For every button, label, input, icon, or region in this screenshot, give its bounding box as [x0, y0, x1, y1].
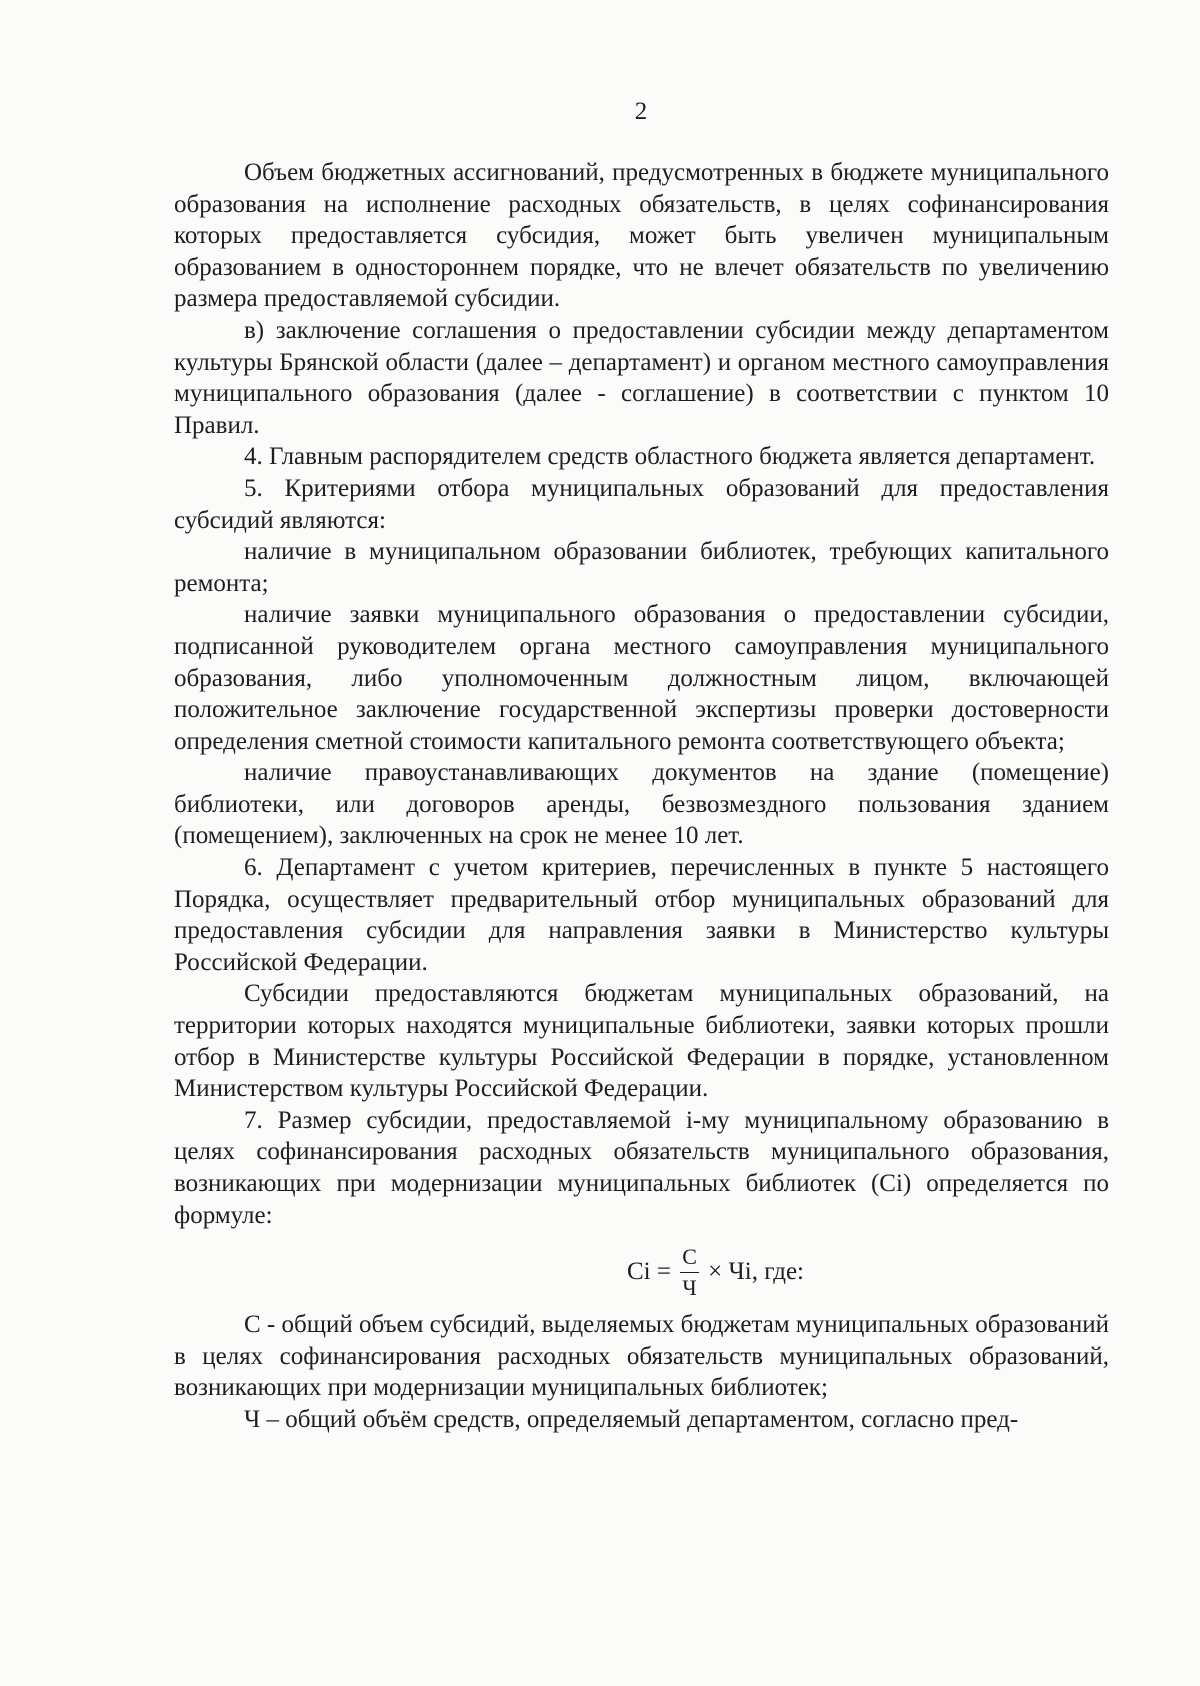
document-body	[174, 157, 1109, 1436]
formula-factor: Чi,	[728, 1258, 758, 1286]
paragraph-subsidies: Субсидии предоставляются бюджетам муниципальных образований, на территории которых находятся муниципальные библиотеки, заявки которых прошли отбор в Министерстве культуры Российской Федерации в порядке, установленном Министерством культуры Российской Федерации.	[174, 980, 1109, 1103]
formula-equals: =	[656, 1258, 671, 1286]
formula-times: ×	[708, 1258, 723, 1286]
formula-lhs: Ci	[626, 1258, 651, 1286]
fraction-bar	[680, 1272, 699, 1273]
paragraph-budget-allocations: Объем бюджетных ассигнований, предусмотренных в бюджете муниципального образования на исполнение расходных обязательств, в целях софинансирования которых предоставляется субсидия, может быть увеличен муниципальным образованием в одностороннем порядке, что не влечет обязательств по увеличению размера предоставляемой субсидии.	[174, 159, 1109, 313]
formula-suffix: где:	[764, 1258, 804, 1286]
paragraph-item-5: 5. Критериями отбора муниципальных образований для предоставления субсидий являются:	[174, 474, 1109, 534]
paragraph-item-6: 6. Департамент с учетом критериев, перечисленных в пункте 5 настоящего Порядка, осуществляет предварительный отбор муниципальных образований для предоставления субсидии для направления заявки в Министерство культуры Российской Федерации.	[174, 854, 1109, 976]
paragraph-criterion-libraries: наличие в муниципальном образовании библиотек, требующих капитального ремонта;	[174, 538, 1109, 597]
formula-fraction	[680, 1242, 699, 1303]
paragraph-criterion-documents: наличие правоустанавливающих документов на здание (помещение) библиотеки, или договоров аренды, безвозмездного пользования зданием (помещением), заключенных на срок не менее 10 лет.	[174, 759, 1109, 850]
paragraph-criterion-application: наличие заявки муниципального образования о предоставлении субсидии, подписанной руководителем органа местного самоуправления муниципального образования, либо уполномоченным должностным лицом, включающей положительное заключение государственной экспертизы проверки достоверности определения сметной стоимости капитального ремонта соответствующего объекта;	[174, 601, 1109, 755]
subsidy-formula	[174, 1235, 1109, 1307]
page-number: 2	[634, 98, 648, 125]
formula-denominator: Ч	[682, 1274, 697, 1300]
definition-c: С - общий объем субсидий, выделяемых бюджетам муниципальных образований в целях софинансирования расходных обязательств муниципальных образований, возникающих при модернизации муниципальных библиотек;	[174, 1311, 1110, 1402]
paragraph-agreement: в) заключение соглашения о предоставлении субсидии между департаментом культуры Брянской области (далее – департамент) и органом местного самоуправления муниципального образования (далее - соглашение) в соответствии с пунктом 10 Правил.	[174, 316, 1109, 439]
formula-numerator: С	[682, 1243, 697, 1269]
paragraph-item-4: 4. Главным распорядителем средств областного бюджета является департамент.	[244, 443, 1096, 471]
paragraph-item-7: 7. Размер субсидии, предоставляемой i-му муниципальному образованию в целях софинансирования расходных обязательств муниципального образования, возникающих при модернизации муниципальных библиотек (Ci) определяется по формуле:	[174, 1106, 1109, 1229]
definition-ch: Ч – общий объём средств, определяемый департаментом, согласно пред-	[244, 1405, 1019, 1433]
